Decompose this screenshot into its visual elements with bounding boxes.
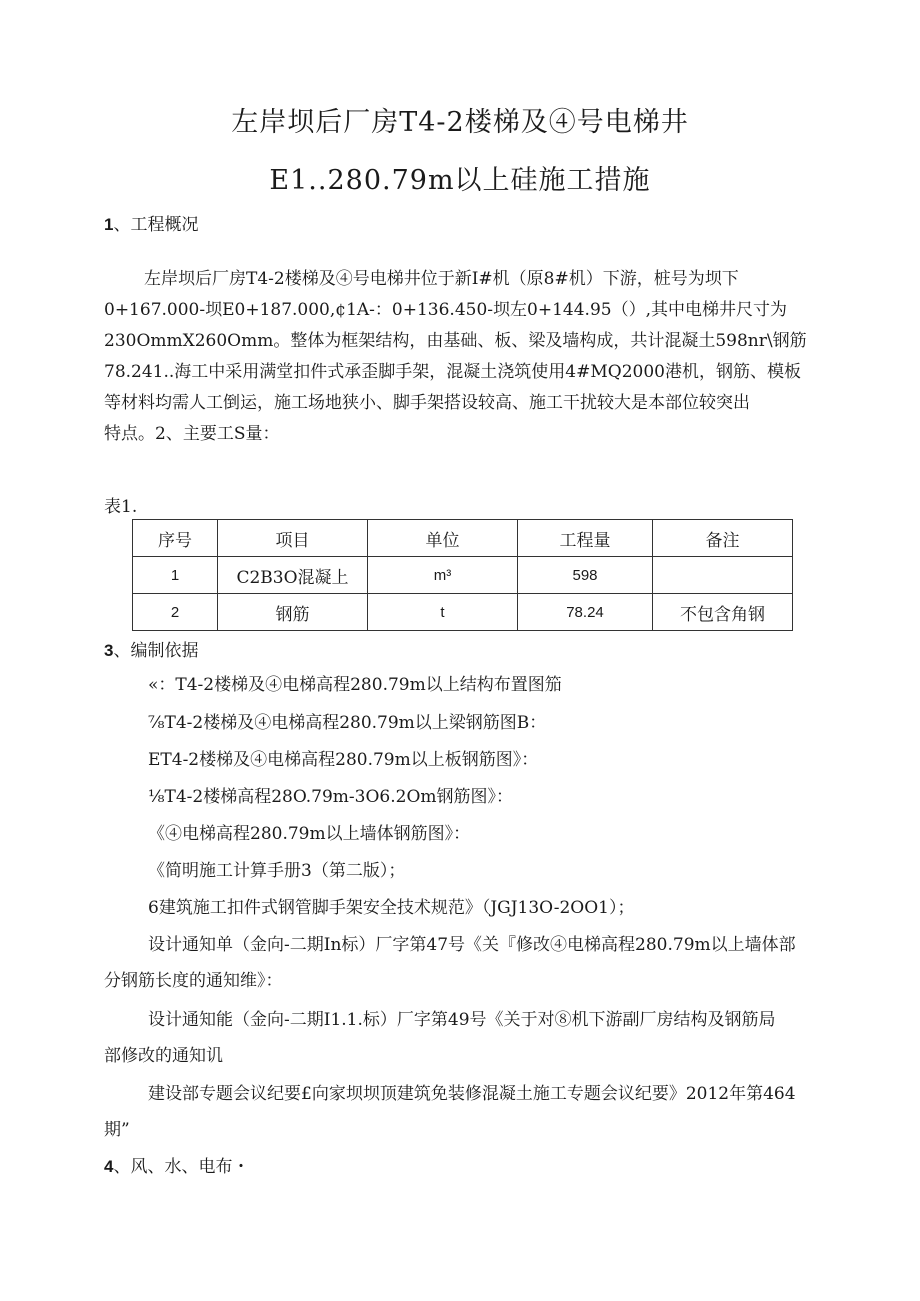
paragraph-line: 左岸坝后厂房T4-2楼梯及④号电梯井位于新I#机（原8#机）下游，桩号为坝下 bbox=[144, 269, 739, 289]
table-row bbox=[133, 557, 793, 594]
table-cell: 钢筋 bbox=[218, 594, 368, 631]
column-header: 项目 bbox=[218, 520, 368, 557]
reference-item: 6建筑施工扣件式钢管脚手架安全技术规范》（JGJ13O-2OO1）； bbox=[148, 898, 635, 918]
section-number: 4 bbox=[104, 1157, 114, 1176]
table-cell: 1 bbox=[133, 557, 218, 594]
section-heading-basis bbox=[104, 636, 198, 661]
section-number: 3 bbox=[104, 641, 114, 660]
table-cell: m³ bbox=[368, 557, 518, 594]
paragraph-line: 230OmmX260Omm。整体为框架结构，由基础、板、梁及墙构成，共计混凝土598nr\钢筋 bbox=[104, 331, 807, 351]
reference-item: 《简明施工计算手册3（第二版）； bbox=[148, 861, 406, 881]
reference-item: 《④电梯高程280.79m以上墙体钢筋图》： bbox=[148, 824, 471, 844]
table-cell: 598 bbox=[518, 557, 653, 594]
overview-paragraph bbox=[104, 264, 816, 450]
section-title: 、编制依据 bbox=[113, 641, 199, 661]
paragraph-line: 0+167.000-坝E0+187.000,¢1A-：0+136.450-坝左0+144.95（）,其中电梯井尺寸为 bbox=[104, 300, 787, 320]
section-heading-utilities bbox=[104, 1152, 249, 1177]
reference-item: ⅛T4-2楼梯高程28O.79m-3O6.2Om钢筋图》： bbox=[148, 787, 514, 807]
notice-2-line-1: 设计通知能（金向-二期I1.1.标）厂字第49号《关于对⑧机下游副厂房结构及钢筋局 bbox=[148, 1010, 776, 1030]
column-header: 单位 bbox=[368, 520, 518, 557]
paragraph-line: 78.241..海工中采用满堂扣件式承歪脚手架，混凝土浇筑使用4#MQ2000港机，钢筋、模板 bbox=[104, 362, 801, 382]
reference-item: ET4-2楼梯及④电梯高程280.79m以上板钢筋图》： bbox=[148, 750, 539, 770]
table-cell: t bbox=[368, 594, 518, 631]
section-heading-overview bbox=[104, 210, 198, 235]
notice-2-line-2: 部修改的通知讥 bbox=[104, 1046, 223, 1066]
notice-3-line-1: 建设部专题会议纪要£向家坝坝顶建筑免装修混凝土施工专题会议纪要》2012年第464 bbox=[148, 1084, 796, 1104]
document-title-line-2: E1..280.79m以上硅施工措施 bbox=[269, 165, 651, 196]
notice-1-line-1: 设计通知单（金向-二期In标）厂字第47号《关『修改④电梯高程280.79m以上墙体部 bbox=[148, 935, 796, 955]
document-title-line-1: 左岸坝后厂房T4-2楼梯及④号电梯井 bbox=[231, 107, 689, 138]
table-cell: 不包含角钢 bbox=[653, 594, 793, 631]
table-cell: 2 bbox=[133, 594, 218, 631]
table-cell: 78.24 bbox=[518, 594, 653, 631]
column-header: 序号 bbox=[133, 520, 218, 557]
table-cell: C2B3O混凝上 bbox=[218, 557, 368, 594]
section-title: 、工程概况 bbox=[113, 215, 199, 235]
reference-item: «：T4-2楼梯及④电梯高程280.79m以上结构布置图笳 bbox=[148, 675, 562, 695]
notice-3-line-2: 期” bbox=[104, 1120, 130, 1140]
section-title: 、风、水、电布・ bbox=[113, 1157, 250, 1177]
reference-item: ⅞T4-2楼梯及④电梯高程280.79m以上梁钢筋图B： bbox=[148, 713, 547, 733]
table-row bbox=[133, 594, 793, 631]
column-header: 工程量 bbox=[518, 520, 653, 557]
table-header-row bbox=[133, 520, 793, 557]
notice-1-line-2: 分钢筋长度的通知维》： bbox=[104, 971, 283, 991]
paragraph-line: 特点。2、主要工S量： bbox=[104, 424, 280, 444]
column-header: 备注 bbox=[653, 520, 793, 557]
table-cell bbox=[653, 557, 793, 594]
paragraph-line: 等材料均需人工倒运，施工场地狭小、脚手架搭设较高、施工干扰较大是本部位较突出 bbox=[104, 393, 750, 413]
section-number: 1 bbox=[104, 215, 114, 234]
table-caption: 表1. bbox=[104, 497, 138, 517]
quantities-table bbox=[132, 519, 793, 631]
